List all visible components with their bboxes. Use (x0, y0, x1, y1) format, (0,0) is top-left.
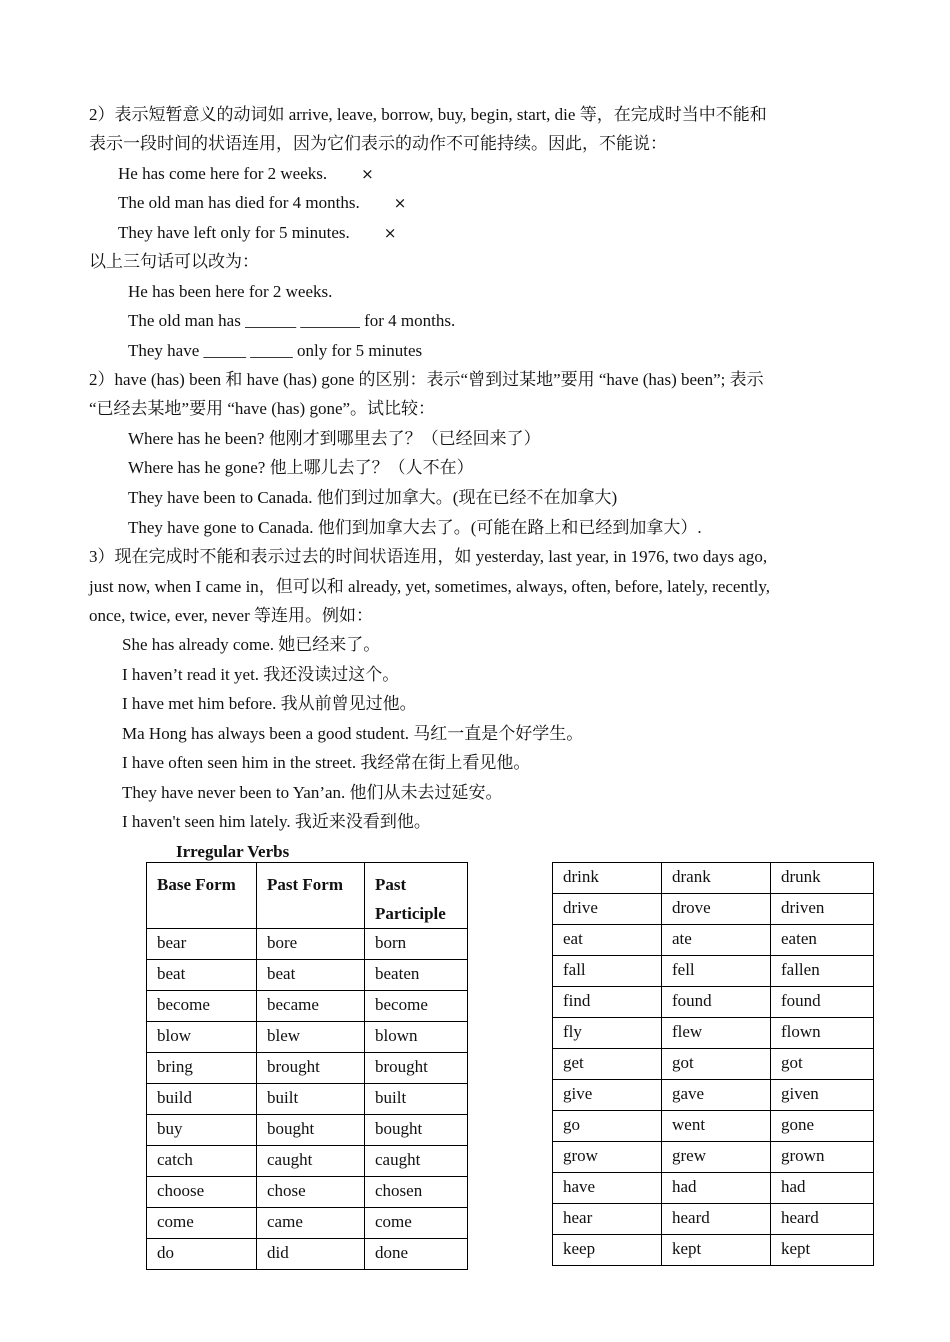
table-row (553, 1018, 874, 1049)
compare-example-1: Where has he been? 他刚才到哪里去了？（已经回来了） (128, 429, 541, 448)
base-form-cell: bring (147, 1053, 257, 1084)
table-row (553, 1049, 874, 1080)
past-form-cell: flew (662, 1018, 771, 1049)
past-participle-cell: gone (771, 1111, 874, 1142)
past-participle-cell: flown (771, 1018, 874, 1049)
past-participle-cell: chosen (365, 1177, 468, 1208)
past-form-cell: bore (257, 929, 365, 960)
rewrite-intro: 以上三句话可以改为： (89, 252, 259, 271)
past-form-cell: drove (662, 894, 771, 925)
past-participle-cell: become (365, 991, 468, 1022)
base-form-cell: beat (147, 960, 257, 991)
table-title: Irregular Verbs (176, 842, 290, 861)
base-form-cell: come (147, 1208, 257, 1239)
table-row (553, 1204, 874, 1235)
past-form-cell: found (662, 987, 771, 1018)
past-form-cell: did (257, 1239, 365, 1270)
table-row (553, 894, 874, 925)
compare-example-2: Where has he gone? 他上哪儿去了？（人不在） (128, 458, 474, 477)
past-participle-cell: kept (771, 1235, 874, 1266)
past-participle-cell: born (365, 929, 468, 960)
past-participle-cell: brought (365, 1053, 468, 1084)
table-row (553, 1080, 874, 1111)
table-row (553, 1235, 874, 1266)
base-form-cell: find (553, 987, 662, 1018)
table-row (147, 960, 468, 991)
compare-example-3: They have been to Canada. 他们到过加拿大。(现在已经不在加拿大) (128, 488, 618, 507)
past-form-cell: came (257, 1208, 365, 1239)
base-form-cell: hear (553, 1204, 662, 1235)
base-form-cell: have (553, 1173, 662, 1204)
wrong-sentence: The old man has died for 4 months. (118, 193, 360, 212)
past-form-cell: beat (257, 960, 365, 991)
paragraph-2-line-2: “已经去某地”要用 “have (has) gone”。试比较： (89, 399, 436, 418)
past-participle-cell: come (365, 1208, 468, 1239)
past-participle-cell: done (365, 1239, 468, 1270)
past-participle-cell: had (771, 1173, 874, 1204)
paragraph-1-line-2: 表示一段时间的状语连用，因为它们表示的动作不可能持续。因此，不能说： (89, 134, 667, 153)
table-row (553, 987, 874, 1018)
base-form-cell: blow (147, 1022, 257, 1053)
past-participle-cell: got (771, 1049, 874, 1080)
past-form-cell: gave (662, 1080, 771, 1111)
cross-mark: × (383, 224, 397, 242)
table-row (553, 956, 874, 987)
base-form-cell: choose (147, 1177, 257, 1208)
past-form-cell: became (257, 991, 365, 1022)
table-row (553, 1173, 874, 1204)
rewrite-example-2: The old man has ______ _______ for 4 months. (128, 311, 456, 330)
base-form-cell: become (147, 991, 257, 1022)
header-past-form: Past Form (257, 863, 365, 929)
past-participle-cell: caught (365, 1146, 468, 1177)
past-form-cell: grew (662, 1142, 771, 1173)
past-participle-cell: given (771, 1080, 874, 1111)
past-participle-cell: heard (771, 1204, 874, 1235)
past-participle-cell: blown (365, 1022, 468, 1053)
past-participle-cell: beaten (365, 960, 468, 991)
example-sentence-5: I have often seen him in the street. 我经常在街上看见他。 (122, 753, 531, 772)
example-sentence-2: I haven’t read it yet. 我还没读过这个。 (122, 665, 400, 684)
rewrite-example-1: He has been here for 2 weeks. (128, 282, 333, 301)
paragraph-3-line-1: 3）现在完成时不能和表示过去的时间状语连用，如 yesterday, last year, in 1976, two days ago, (89, 547, 768, 566)
table-row (553, 925, 874, 956)
table-row (147, 1115, 468, 1146)
table-row (553, 1142, 874, 1173)
wrong-example-2 (118, 191, 406, 215)
past-form-cell: heard (662, 1204, 771, 1235)
table-row (147, 1146, 468, 1177)
table-row (147, 1177, 468, 1208)
past-participle-cell: found (771, 987, 874, 1018)
base-form-cell: grow (553, 1142, 662, 1173)
irregular-verbs-table-left (146, 862, 468, 1270)
past-participle-cell: driven (771, 894, 874, 925)
past-participle-cell: drunk (771, 863, 874, 894)
wrong-example-3 (118, 221, 396, 245)
past-participle-cell: fallen (771, 956, 874, 987)
base-form-cell: go (553, 1111, 662, 1142)
table-row (147, 929, 468, 960)
paragraph-3-line-2: just now, when I came in，但可以和 already, yet, sometimes, always, often, before, lately, recently, (89, 577, 771, 596)
past-form-cell: blew (257, 1022, 365, 1053)
past-form-cell: had (662, 1173, 771, 1204)
table-row (147, 991, 468, 1022)
past-form-cell: ate (662, 925, 771, 956)
base-form-cell: bear (147, 929, 257, 960)
base-form-cell: get (553, 1049, 662, 1080)
past-form-cell: got (662, 1049, 771, 1080)
compare-example-4: They have gone to Canada. 他们到加拿大去了。(可能在路上和已经到加拿大）. (128, 518, 702, 537)
base-form-cell: fly (553, 1018, 662, 1049)
cross-mark: × (361, 165, 374, 183)
table-row (147, 1239, 468, 1270)
past-participle-cell: built (365, 1084, 468, 1115)
example-sentence-3: I have met him before. 我从前曾见过他。 (122, 694, 417, 713)
example-sentence-7: I haven't seen him lately. 我近来没看到他。 (122, 812, 431, 831)
past-form-cell: fell (662, 956, 771, 987)
base-form-cell: catch (147, 1146, 257, 1177)
paragraph-1-line-1: 2）表示短暂意义的动词如 arrive, leave, borrow, buy, begin, start, die 等，在完成时当中不能和 (89, 105, 767, 124)
base-form-cell: drink (553, 863, 662, 894)
base-form-cell: eat (553, 925, 662, 956)
table-header-row (147, 863, 468, 929)
past-participle-cell: grown (771, 1142, 874, 1173)
base-form-cell: drive (553, 894, 662, 925)
base-form-cell: buy (147, 1115, 257, 1146)
table-row (553, 863, 874, 894)
wrong-example-1 (118, 162, 374, 186)
past-form-cell: brought (257, 1053, 365, 1084)
past-participle-cell: bought (365, 1115, 468, 1146)
table-row (147, 1053, 468, 1084)
base-form-cell: do (147, 1239, 257, 1270)
header-past-participle: Past Participle (365, 863, 468, 929)
past-form-cell: went (662, 1111, 771, 1142)
past-form-cell: kept (662, 1235, 771, 1266)
rewrite-example-3: They have _____ _____ only for 5 minutes (128, 341, 423, 360)
base-form-cell: build (147, 1084, 257, 1115)
base-form-cell: keep (553, 1235, 662, 1266)
irregular-verbs-table-right (552, 862, 874, 1266)
past-form-cell: chose (257, 1177, 365, 1208)
table-row (147, 1208, 468, 1239)
header-base-form: Base Form (147, 863, 257, 929)
cross-mark: × (393, 194, 407, 212)
past-form-cell: caught (257, 1146, 365, 1177)
base-form-cell: fall (553, 956, 662, 987)
base-form-cell: give (553, 1080, 662, 1111)
wrong-sentence: He has come here for 2 weeks. (118, 164, 328, 183)
example-sentence-6: They have never been to Yan’an. 他们从未去过延安。 (122, 783, 503, 802)
past-form-cell: drank (662, 863, 771, 894)
past-form-cell: bought (257, 1115, 365, 1146)
example-sentence-4: Ma Hong has always been a good student. 马红一直是个好学生。 (122, 724, 584, 743)
paragraph-2-line-1: 2）have (has) been 和 have (has) gone 的区别：表示“曾到过某地”要用 “have (has) been”; 表示 (89, 370, 764, 389)
wrong-sentence: They have left only for 5 minutes. (118, 223, 350, 242)
table-row (553, 1111, 874, 1142)
table-row (147, 1022, 468, 1053)
past-participle-cell: eaten (771, 925, 874, 956)
paragraph-3-line-3: once, twice, ever, never 等连用。例如： (89, 606, 373, 625)
past-form-cell: built (257, 1084, 365, 1115)
table-row (147, 1084, 468, 1115)
example-sentence-1: She has already come. 她已经来了。 (122, 635, 381, 654)
